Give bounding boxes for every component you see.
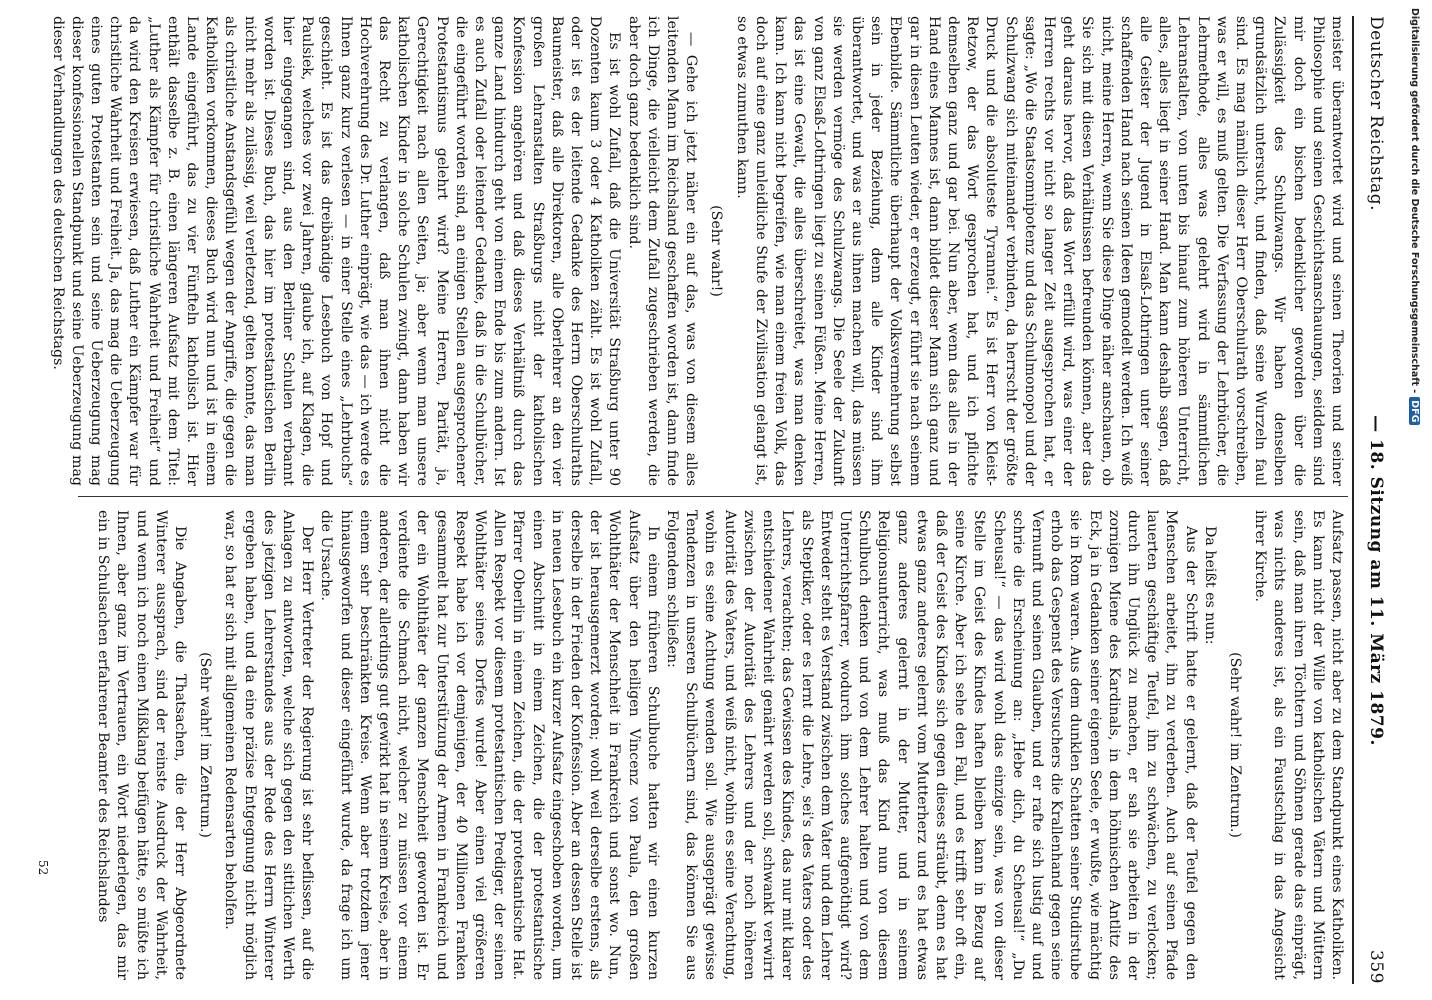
page-number: 359 <box>1366 950 1386 984</box>
column-divider <box>78 496 1348 497</box>
dfg-logo: DFG <box>1409 397 1420 425</box>
paragraph: Es ist wohl Zufall, daß die Universität Straßburg unter 90 Dozenten kaum 3 oder 4 Katholiken zählt. Es ist wohl Zufall, oder ist es der leitende Gedanke des Herrn Oberschulraths Baumeister, daß alle Direktoren, alle Oberlehrer an den vier großen Lehranstalten Straßburgs nicht der katholischen Konfession angehören und daß dieses Verhältniß durch das ganze Land hindurch geht von einem Ende bis zum andern. Ist es auch Zufall oder leitender Gedanke, daß in die Schulbücher, die eingeführt worden sind, an einigen Stellen ausgesprochener Protestantismus gelehrt wird? Meine Herren, Parität, ja, Gerechtigkeit nach allen Seiten, ja; aber wenn man unsere katholischen Kinder in solche Schulen zwingt, dann haben wir das Recht zu verlangen, daß man ihnen nicht die Hochverehrung des Dr. Luther einprägt, wie das — ich werde es Ihnen ganz kurz verlesen — in einer Stelle eines „Lehrbuchs“ geschieht. Es ist das dreibändige Lesebuch von Hopf und Paulsiek, welches vor zwei Jahren, glaube ich, auf Klagen, die hier eingegangen sind, aus den Berliner Schulen verbannt worden ist. Dieses Buch, das hier im protestantischen Berlin nicht mehr als zulässig, weil verletzend, gelten konnte, das man als christliche Anstandsgefühl wegen der Angriffe, die gegen die Katholiken vorkommen, dieses Buch wird nun und ist in einem Lande eingeführt, das zu vier Fünfteln katholisch ist. Hier enthält dasselbe z. B. einen längeren Aufsatz mit dem Titel: „Luther als Kämpfer für christliche Wahrheit und Freiheit“ und da wird den Kreisen erwiesen, daß Luther ein Kämpfer war für christliche Wahrheit und Freiheit. Ja, das mag die Ueberzeugung eines guten Protestanten sein und seine Ueberzeugung mag dieser konfessionellen Standpunkt und seine Ueberzeugung mag dieser Verhandlungen des deutschen Reichstags. <box>49 16 623 486</box>
paragraph: Die Angaben, die Thatsachen, die der Herr Abgeordnete Winterer aussprach, sind der reinste Ausdruck der Wahrheit, und wenn ich noch einen Mißklang beifügen hätte, so müßte ich Ihnen, aber ganz im Vertrauen, ein Wort niederlegen, das mir ein in Schulsachen erfahrener Beamter des Reichslandes <box>95 510 189 980</box>
paragraph: In einem früheren Schulbuche hatten wir einen kurzen Aufsatz über den heiligen Vincenz von Paula, den großen Wohlthäter der Menschheit in Frankreich und sonst wo. Nun, der ist herausgemerzt worden; wohl weil derselbe erstens, als derselbe in der Frieden der Konfession. Aber an dessen Stelle ist in neuen Lesebuch ein kurzer Aufsatz eingeschoben worden, um einen Abschnitt in einem Zeichen, die der protestantische Pfarrer Oberlin in einem Zeichen, die der protestantische Hat. Allen Respekt vor diesem protestantischen Prediger, der seinen Wohlthäter seines Dorfes wurde! Aber einen viel größeren Respekt habe ich vor demjenigen, der 40 Millionen Franken gesammelt hat zur Unterstützung der Armen in Frankreich und der ein Wohlthäter der ganzen Menschheit geworden ist. Er verdiente die Schmach nicht, welcher zu müssen vor einem anderen, der allerdings gut gewirkt hat in seinem Kreise, aber in einem sehr beschränkten Kreise. Wenn aber trotzdem jener hinausgeworfen und dieser eingeführt wurde, da frage ich um die Ursache. <box>318 510 661 980</box>
interjection: (Sehr wahr! im Zentrum.) <box>197 652 214 838</box>
paragraph: Aufsatz passen, nicht aber zu dem Standpunkt eines Katholiken. Es kann nicht der Wille von katholischen Vätern und Müttern sein, daß man ihren Töchtern und Söhnen gerade das einprägt, was nichts anderes ist, als ein Faustschlag in das Angesicht ihrer Kirche. <box>1252 510 1345 980</box>
document-page <box>18 0 1418 1000</box>
paragraph: meister überantwortet wird und seinen Theorien und seiner Philosophie und seinen Geschichtsanschauungen, seiddem sind mir doch ein bischen bedenklicher geworden über die Zulässigkeit des Schulzwangs. Wir haben denselben grundsätzlich untersucht, und finden, daß seine Wurzeln faul sind. Es mag nämlich dieser Herr Oberschulrath vorschreiben, was er will, es muß gelten. Die Verfassung der Lehrbücher, die Lehrmethode, alles was gelehrt wird in sämmtlichen Lehranstalten, von unten bis hinauf zum höheren Unterricht, alles, alles liegt in seiner Hand. Man kann deshalb sagen, daß alle Geister der Jugend in Elsaß-Lothringen unter seiner schaffenden Hand nach seinen Ideen gemodelt werden. Ich weiß nicht, meine Herren, wenn Sie diese Dinge näher anschauen, ob Sie sich mit diesen Verhältnissen befreunden können, aber das geht daraus hervor, daß das Wort erfüllt wird, was einer der Herren rechts vor nicht so langer Zeit ausgesprochen hat, er sagte: „Wo die Staatsomnipotenz und das Schulmonopol und der Schulzwang sich miteinander verbinden, da herrscht der größte Druck und die absoluteste Tyrannei.“ Es ist Herr von Kleist-Retzow, der das Wort gesprochen hat, und ich pflichte demselben ganz und gar bei. Nun aber, wenn das alles in der Hand eines Mannes ist, dann bildet dieser Mann sich ganz und gar in diesen Leuten wieder, er erzeugt, er führt sie nach seinem Ebenbilde. Sämmtliche überhaupt der Volksvermehrung selbst sein in jeder Beziehung, denn alle Kinder sind ihm überantwortet, und was er aus ihnen machen will, das müssen sie werden vermöge des Schulzwangs. Die Seele der Zukunft von ganz Elsaß-Lothringen liegt zu seinen Füßen. Meine Herren, das ist eine Gewalt, die alles überschreitet, was man denken kann. Ich kann nicht begreifen, wie man einem freien Volk, das doch auf eine ganz unleidliche Stufe der Zivilisation gelangt ist, so etwas zumuthen kann. <box>733 16 1345 486</box>
interjection: (Sehr wahr!) <box>708 205 725 297</box>
sheet-signature: 52 <box>36 860 50 876</box>
header-rule <box>1352 16 1354 984</box>
paragraph: — Gehe ich jetzt näher ein auf das, was von diesem alles leitenden Mann im Reichsland geschaffen worden ist, dann finde ich Dinge, die vielleicht dem Zufall zugeschrieben werden, die aber doch ganz bedenklich sind. <box>625 16 700 486</box>
page-header <box>1356 16 1396 984</box>
running-head-left: Deutscher Reichstag. <box>1366 16 1386 211</box>
running-head-center: — 18. Sitzung am 11. März 1879. <box>1366 415 1386 746</box>
text-column-left <box>49 16 1346 486</box>
paragraph: Da heißt es nun: <box>1201 526 1218 645</box>
paragraph: Aus der Schrift hatte er gelernt, daß der Teufel gegen den Menschen arbeitet, ihn zu verderben. Auch auf seinen Pfade lauerten geschäftige Teufel, ihn zu schwächen, zu verlocken; durch ihn Unglück zu machen, er sah sie arbeiten in der zornigen Miene des Kardinals, in dem höhnischen Antlitz des Eck, ja in Gedanken seiner eigenen Seele, er wußte, wie mächtig sie in Rom waren. Aus dem dunklen Schatten seiner Studirstube erhob das Gespenst des Versuchers die Krallenhand gegen seine Vernunft und seinen Glauben, und er rafte sich lustig auf und schrie die Erscheinung an: „Hebe dich, du Scheusal!“ „Du Scheusal!“ — das wird wohl das einzige sein, was von dieser Stelle im Geist des Kindes haften bleiben kann in Bezug auf seine Kirche. Aber ich sehe den Fall, und es trifft sehr oft ein, daß der Geist des Kindes sich gegen dieses sträubt, denn es hat etwas ganz anderes gelernt vom Mutterherz und es hat etwas ganz anderes gelernt in der Mutter, und in seinem Religionsunterricht, was muß das Kind nun von diesem Schulbuch denken und von dem Lehrer halten und von dem Unterrichtspfarrer, wodurch ihm solches aufgenöthigt wird? Entweder steht es Verstand zwischen dem Vater und dem Lehrer als Steptiker, oder es lernt die Lehre, sei's des Vaters oder des Lehrers, verachten; das Gewissen des Kindes, das nur mit klarer entschiedener Wahrheit genährt werden soll, schwankt verwirrt zwischen der Autorität des Lehrers und der noch höheren Autorität des Vaters, und weiß nicht, wohin es seine Verachtung, wohin es seine Achtung wenden soll. Wie ausgeprägt gewisse Tendenzen in unseren Schulbüchern sind, das können Sie aus Folgendem schließen: <box>664 510 1199 980</box>
digitization-credit <box>1409 8 1420 425</box>
text-column-right <box>78 510 1346 980</box>
interjection: (Sehr wahr! im Zentrum.) <box>1226 652 1243 838</box>
paragraph: Der Herr Vertreter der Regierung ist sehr beflissen, auf die Anlagen zu antworten, welche sich gegen den sittlichen Werth des jetzigen Lehrerstandes aus der Rede des Herrn Winterer ergeben haben, und da eine präzise Entgegnung nicht möglich war, so hat er sich mit allgemeinen Redensarten beholfen. <box>222 510 316 980</box>
credit-text: Digitalisierung gefördert durch die Deutsche Forschungsgemeinschaft - <box>1409 8 1420 394</box>
